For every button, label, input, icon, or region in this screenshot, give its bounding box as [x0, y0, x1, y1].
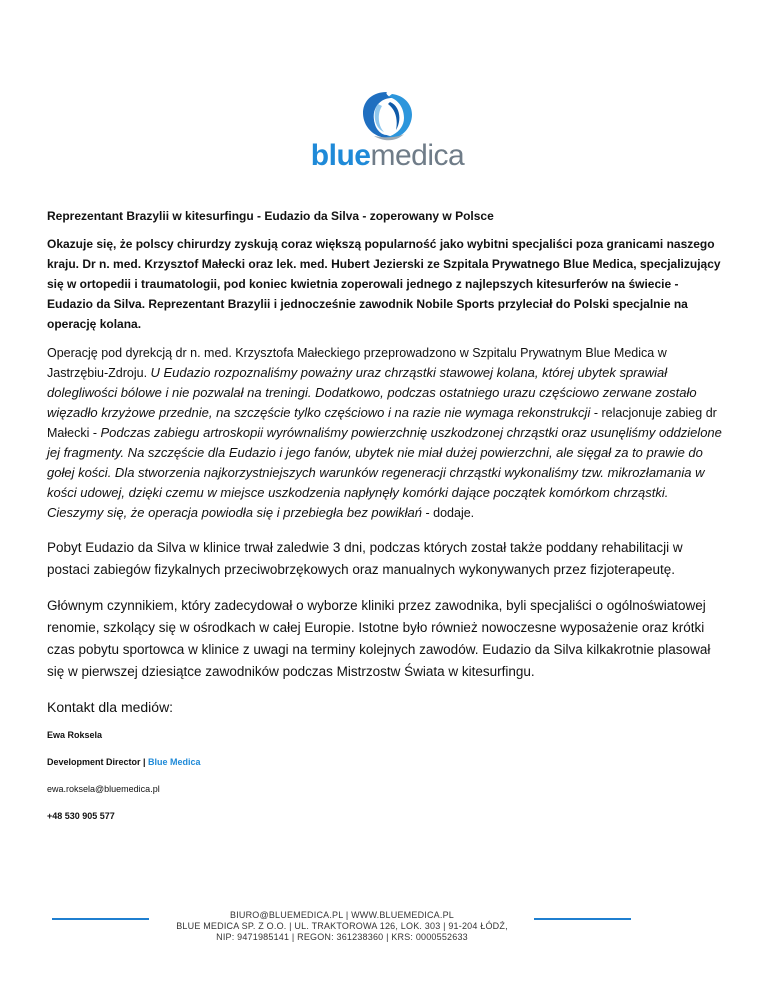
contact-organization: Blue Medica [148, 757, 201, 767]
contact-phone: +48 530 905 577 [47, 811, 115, 821]
logo-word-blue: blue [310, 139, 371, 172]
article-headline: Reprezentant Brazylii w kitesurfingu - Eudazio da Silva - zoperowany w Polsce [47, 209, 494, 223]
letterhead-footer [150, 910, 534, 943]
footer-divider-left [52, 918, 149, 920]
footer-registry-line: NIP: 9471985141 | REGON: 361238360 | KRS: 0000552633 [216, 932, 468, 942]
logo-word-medica: medica [370, 139, 465, 172]
contact-role [47, 756, 727, 768]
quote-attribution: - relacjonuje zabieg dr Małecki - [47, 406, 717, 440]
article-body-paragraph [47, 343, 727, 523]
footer-divider-right [534, 918, 631, 920]
article-content [47, 208, 727, 822]
doctor-quote-1: U Eudazio rozpoznaliśmy poważny uraz chrząstki stawowej kolana, której ubytek sprawiał dolegliwości bólowe i nie pozwalał na treningi. Dodatkowo, podczas ostatniego urazu częściowo zerwane zostało więzadło krzyżowe przednie, na szczęście tylko częściowo i na razie nie wymaga rekonstrukcji [47, 365, 697, 420]
doctor-quote-2: Podczas zabiegu artroskopii wyrównaliśmy powierzchnię uszkodzonej chrząstki oraz usunęliśmy oddzielone jej fragmenty. Na szczęście dla Eudazio i jego fanów, ubytek nie miał dużej powierzchni, ale sięgał za to prawie do gołej kości. Dla stworzenia najkorzystniejszych warunków regeneracji chrząstki wykonaliśmy tzw. mikrozłamania w kości udowej, dzięki czemu w miejsce uszkodzenia napłynęły komórki dające początek komórkom chrząstki. Cieszymy się, że operacja powiodła się i przebiegła bez powikłań [47, 425, 722, 520]
stay-paragraph: Pobyt Eudazio da Silva w klinice trwał zaledwie 3 dni, podczas których został także poddany rehabilitacji w postaci zabiegów fizykalnych przeciwobrzękowych oraz manualnych wykonywanych przez fizjoterapeutę. [47, 540, 683, 577]
clinic-choice-paragraph: Głównym czynnikiem, który zadecydował o wyborze kliniki przez zawodnika, byli specjaliści o ogólnoświatowej renomie, szkolący się w ośrodkach w całej Europie. Istotne było również nowoczesne wyposażenie oraz krótki czas pobytu sportowca w klinice z uwagi na terminy kolejnych zawodów. Eudazio da Silva kilkakrotnie plasował się w pierwszej dziesiątce zawodników podczas Mistrzostw Świata w kitesurfingu. [47, 598, 711, 679]
logo-wordmark [300, 138, 475, 174]
contact-name: Ewa Roksela [47, 730, 103, 740]
footer-address-line: BLUE MEDICA SP. Z O.O. | UL. TRAKTOROWA 126, LOK. 303 | 91-204 ŁÓDŹ, [176, 921, 508, 931]
quote-ending: - dodaje. [422, 506, 475, 520]
body-intro: Operację pod dyrekcją dr n. med. Krzysztofa Małeckiego przeprowadzono w Szpitalu Prywatnym Blue Medica w Jastrzębiu-Zdroju. [47, 346, 667, 380]
footer-contact-line: BIURO@BLUEMEDICA.PL | WWW.BLUEMEDICA.PL [230, 910, 454, 920]
media-contact-label: Kontakt dla mediów: [47, 699, 174, 715]
contact-email[interactable]: ewa.roksela@bluemedica.pl [47, 784, 160, 794]
article-lead: Okazuje się, że polscy chirurdzy zyskują coraz większą popularność jako wybitni specjaliści poza granicami naszego kraju. Dr n. med. Krzysztof Małecki oraz lek. med. Hubert Jezierski ze Szpitala Prywatnego Blue Medica, specjalizujący się w ortopedii i traumatologii, pod koniec kwietnia zoperowali jednego z najlepszych kitesurferów na świecie - Eudazio da Silva. Reprezentant Brazylii i jednocześnie zawodnik Nobile Sports przyleciał do Polski specjalnie na operację kolana. [47, 237, 721, 331]
contact-title: Development Director | [47, 757, 149, 767]
bluemedica-logo [300, 88, 475, 180]
